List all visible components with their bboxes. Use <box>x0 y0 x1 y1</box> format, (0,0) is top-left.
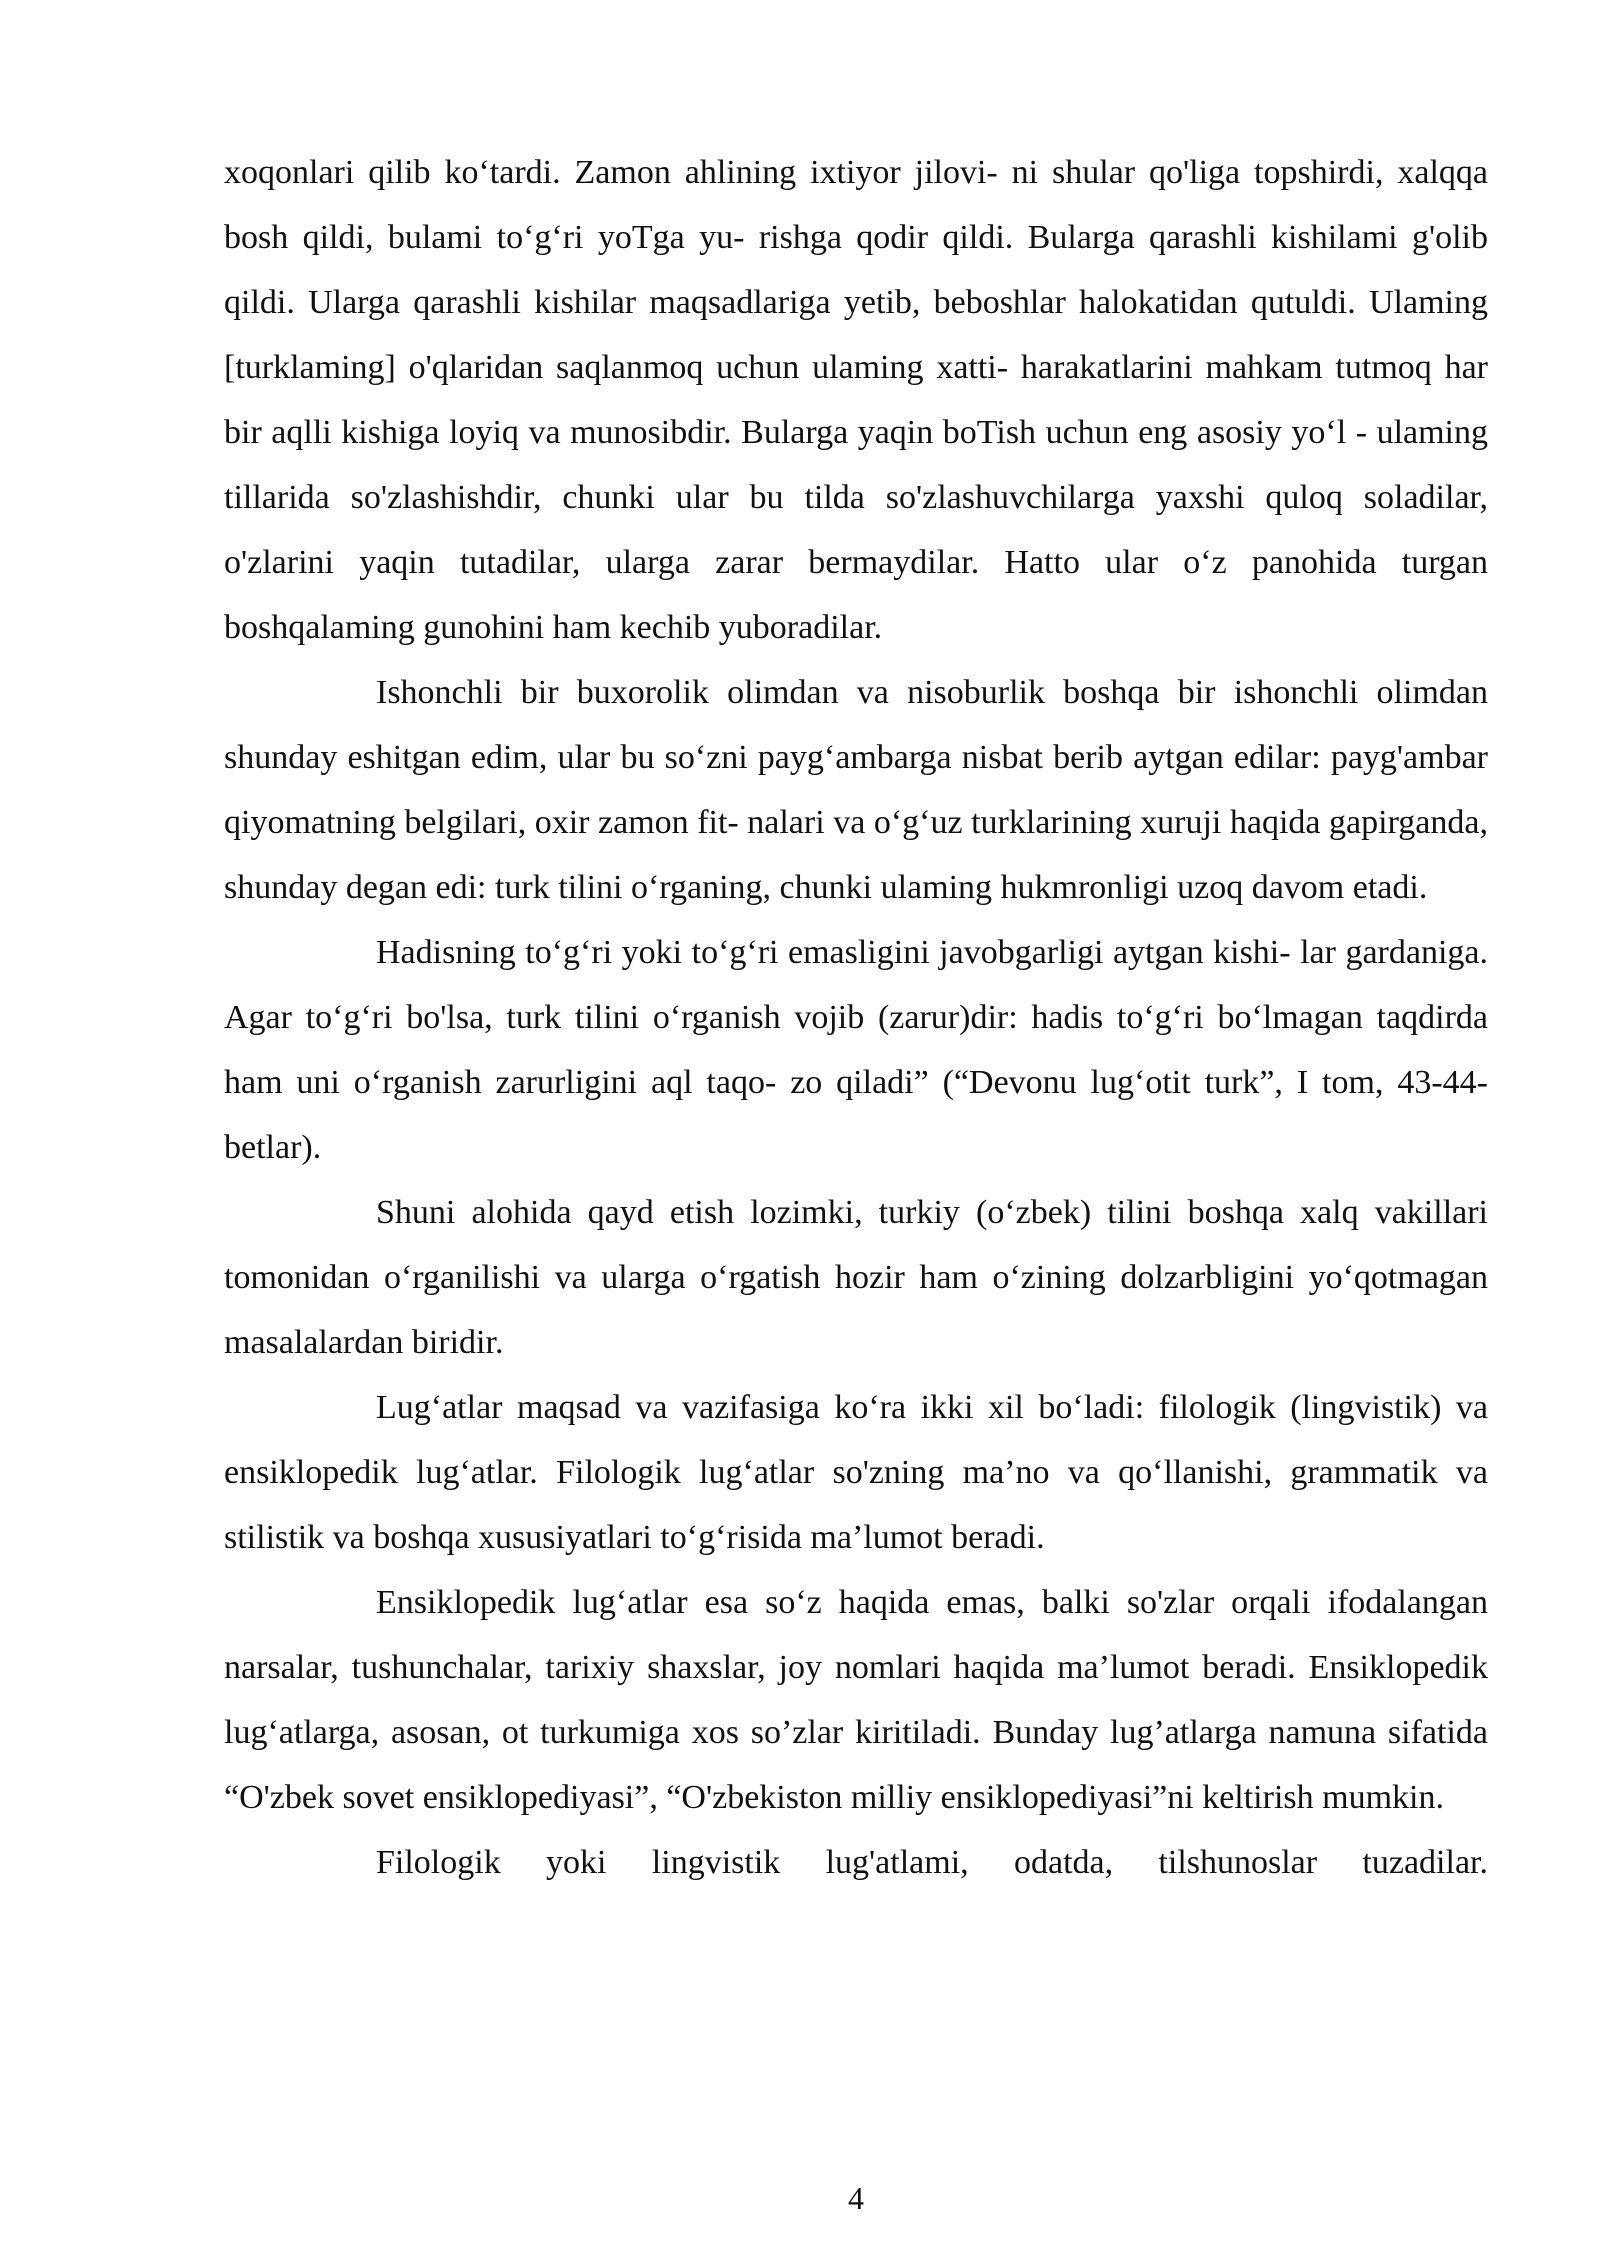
page-body <box>224 140 1488 1895</box>
paragraph-2: Ishonchli bir buxorolik olimdan va nisoburlik boshqa bir ishonchli olimdan shunday eshitgan edim, ular bu so‘zni payg‘ambarga nisbat berib aytgan edilar: payg'ambar qiyomatning belgilari, oxir zamon fit- nalari va o‘g‘uz turklarining xuruji haqida gapirganda, shunday degan edi: turk tilini o‘rganing, chunki ulaming hukmronligi uzoq davom etadi. <box>224 674 1488 906</box>
paragraph-4: Shuni alohida qayd etish lozimki, turkiy (o‘zbek) tilini boshqa xalq vakillari tomonidan o‘rganilishi va ularga o‘rgatish hozir ham o‘zining dolzarbligini yo‘qotmagan masalalardan biridir. <box>224 1194 1488 1361</box>
paragraph-7: Filologik yoki lingvistik lug'atlami, odatda, tilshunoslar tuzadilar. <box>376 1844 1488 1881</box>
paragraph-3: Hadisning to‘g‘ri yoki to‘g‘ri emasligini javobgarligi aytgan kishi- lar gardaniga. Agar to‘g‘ri bo'lsa, turk tilini o‘rganish vojib (zarur)dir: hadis to‘g‘ri bo‘lmagan taqdirda ham uni o‘rganish zarurligini aql taqo- zo qiladi” (“Devonu lug‘otit turk”, I tom, 43-44-betlar). <box>224 934 1488 1166</box>
paragraph-1: xoqonlari qilib ko‘tardi. Zamon ahlining ixtiyor jilovi- ni shular qo'liga topshirdi, xalqqa bosh qildi, bulami to‘g‘ri yoTga yu- rishga qodir qildi. Bularga qarashli kishilami g'olib qildi. Ularga qarashli kishilar maqsadlariga yetib, beboshlar halokatidan qutuldi. Ulaming [turklaming] o'qlaridan saqlanmoq uchun ulaming xatti- harakatlarini mahkam tutmoq har bir aqlli kishiga loyiq va munosibdir. Bularga yaqin boTish uchun eng asosiy yo‘l - ulaming tillarida so'zlashishdir, chunki ular bu tilda so'zlashuvchilarga yaxshi quloq soladilar, o'zlarini yaqin tutadilar, ularga zarar bermaydilar. Hatto ular o‘z panohida turgan boshqalaming gunohini ham kechib yuboradilar. <box>224 154 1488 646</box>
page-number: 4 <box>848 2180 864 2216</box>
paragraph-6: Ensiklopedik lug‘atlar esa so‘z haqida emas, balki so'zlar orqali ifodalangan narsalar, tushunchalar, tarixiy shaxslar, joy nomlari haqida ma’lumot beradi. Ensiklopedik lug‘atlarga, asosan, ot turkumiga xos so’zlar kiritiladi. Bunday lug’atlarga namuna sifatida “O'zbek sovet ensiklopediyasi”, “O'zbekiston milliy ensiklopediyasi”ni keltirish mumkin. <box>224 1584 1488 1816</box>
paragraph-5: Lug‘atlar maqsad va vazifasiga ko‘ra ikki xil bo‘ladi: filologik (lingvistik) va ensiklopedik lug‘atlar. Filologik lug‘atlar so'zning ma’no va qo‘llanishi, grammatik va stilistik va boshqa xususiyatlari to‘g‘risida ma’lumot beradi. <box>224 1389 1488 1556</box>
